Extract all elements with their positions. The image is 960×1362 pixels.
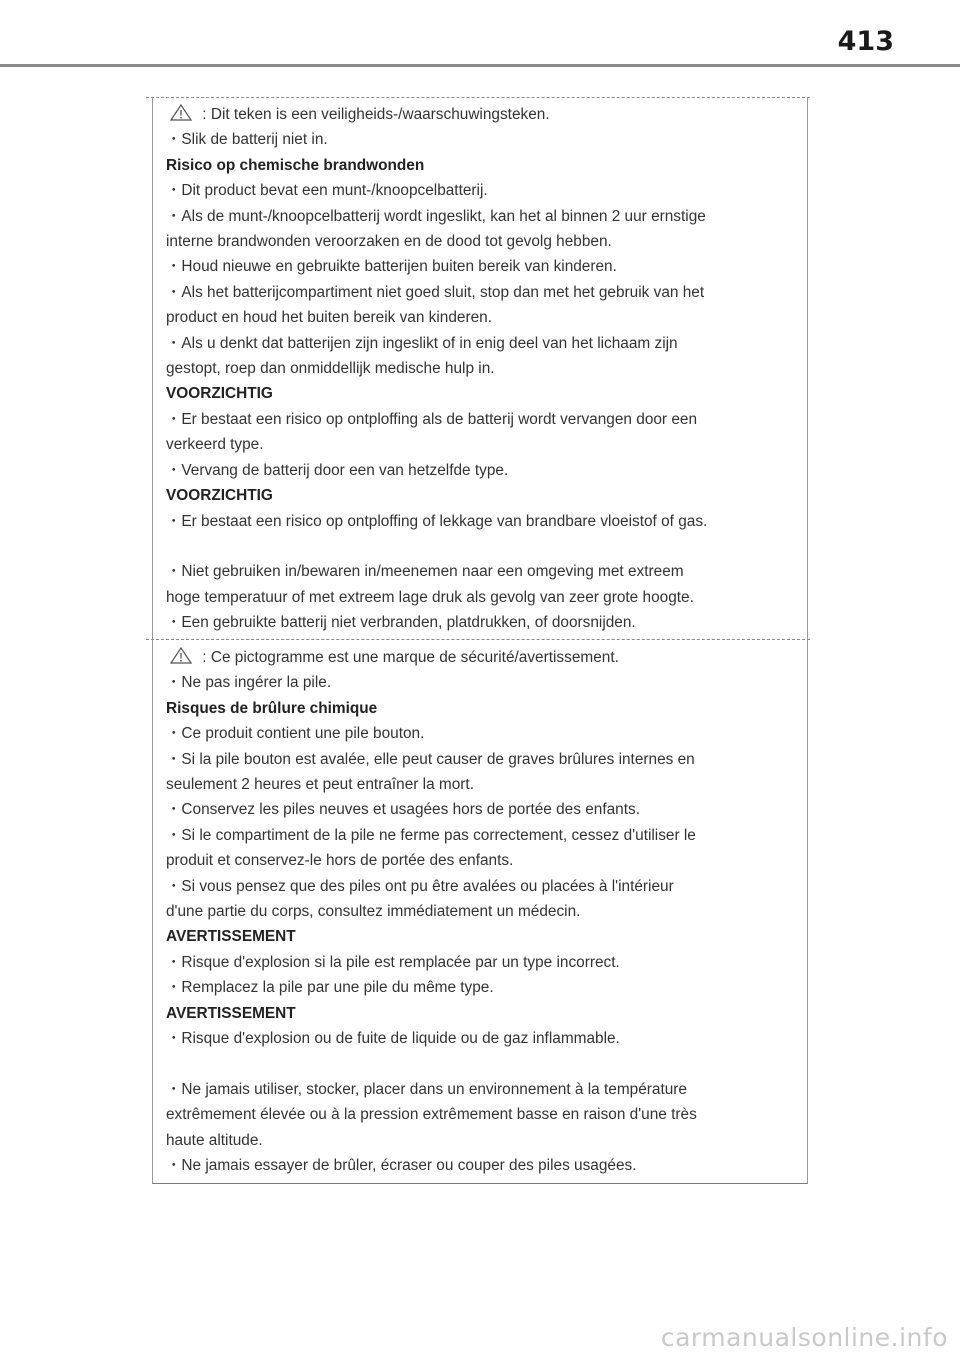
text-line: ・Ne pas ingérer la pile. xyxy=(166,674,332,692)
text-line: ・Als u denkt dat batterijen zijn ingeslikt of in enig deel van het lichaam zijn xyxy=(166,334,678,352)
text-line xyxy=(166,1052,786,1077)
text-line: verkeerd type. xyxy=(166,436,264,454)
text-line: product en houd het buiten bereik van kinderen. xyxy=(166,309,492,327)
text-line: ・Slik de batterij niet in. xyxy=(166,131,328,149)
dutch-intro-line xyxy=(166,102,786,127)
text-line xyxy=(166,534,786,559)
text-line: ・Si le compartiment de la pile ne ferme pas correctement, cessez d'utiliser le xyxy=(166,826,696,844)
text-line: ・Er bestaat een risico op ontploffing of lekkage van brandbare vloeistof of gas. xyxy=(166,512,708,530)
text-line: ・Ne jamais utiliser, stocker, placer dans un environnement à la température xyxy=(166,1080,687,1098)
watermark: carmanualsonline.info xyxy=(660,1323,948,1352)
dutch-warning-section xyxy=(166,102,786,636)
text-line: ・Er bestaat een risico op ontploffing als de batterij wordt vervangen door een xyxy=(166,410,698,428)
section-heading: VOORZICHTIG xyxy=(166,385,273,403)
text-line: ・Risque d'explosion ou de fuite de liquide ou de gaz inflammable. xyxy=(166,1030,620,1048)
text-line: ・Vervang de batterij door een van hetzelfde type. xyxy=(166,461,509,479)
text-line: ・Een gebruikte batterij niet verbranden, platdrukken, of doorsnijden. xyxy=(166,614,636,632)
frame-top-border xyxy=(146,97,810,98)
text-line: d'une partie du corps, consultez immédiatement un médecin. xyxy=(166,903,581,921)
french-intro-text: : Ce pictogramme est une marque de sécurité/avertissement. xyxy=(198,649,619,666)
dutch-lines xyxy=(166,127,786,635)
page-number: 413 xyxy=(837,26,894,57)
text-line: ・Risque d'explosion si la pile est remplacée par un type incorrect. xyxy=(166,953,620,971)
dutch-intro-text: : Dit teken is een veiligheids-/waarschuwingsteken. xyxy=(198,106,550,123)
section-heading: AVERTISSEMENT xyxy=(166,928,296,946)
french-intro-line xyxy=(166,645,786,670)
text-line: seulement 2 heures et peut entraîner la mort. xyxy=(166,776,474,794)
text-line: ・Niet gebruiken in/bewaren in/meenemen naar een omgeving met extreem xyxy=(166,563,684,581)
text-line: extrêmement élevée ou à la pression extrêmement basse en raison d'une très xyxy=(166,1106,697,1124)
text-line: ・Conservez les piles neuves et usagées hors de portée des enfants. xyxy=(166,801,640,819)
warning-triangle-icon xyxy=(170,104,192,121)
text-line: produit et conservez-le hors de portée des enfants. xyxy=(166,852,514,870)
text-line: ・Houd nieuwe en gebruikte batterijen buiten bereik van kinderen. xyxy=(166,258,617,276)
text-line: ・Ce produit contient une pile bouton. xyxy=(166,725,425,743)
text-line: hoge temperatuur of met extreem lage druk als gevolg van zeer grote hoogte. xyxy=(166,588,694,606)
text-line: ・Si vous pensez que des piles ont pu être avalées ou placées à l'intérieur xyxy=(166,877,674,895)
section-heading: Risico op chemische brandwonden xyxy=(166,156,425,174)
text-line: interne brandwonden veroorzaken en de dood tot gevolg hebben. xyxy=(166,233,612,251)
section-divider xyxy=(146,639,810,640)
french-lines xyxy=(166,670,786,1178)
text-line: ・Dit product bevat een munt-/knoopcelbatterij. xyxy=(166,182,488,200)
text-line: ・Remplacez la pile par une pile du même type. xyxy=(166,979,494,997)
text-line: ・Ne jamais essayer de brûler, écraser ou couper des piles usagées. xyxy=(166,1157,637,1175)
warning-triangle-icon xyxy=(170,647,192,664)
header-rule xyxy=(0,64,960,67)
text-line: haute altitude. xyxy=(166,1131,263,1149)
section-heading: AVERTISSEMENT xyxy=(166,1004,296,1022)
text-line: gestopt, roep dan onmiddellijk medische hulp in. xyxy=(166,360,495,378)
section-heading: VOORZICHTIG xyxy=(166,487,273,505)
text-line: ・Si la pile bouton est avalée, elle peut causer de graves brûlures internes en xyxy=(166,750,695,768)
text-line: ・Als het batterijcompartiment niet goed sluit, stop dan met het gebruik van het xyxy=(166,283,705,301)
section-heading: Risques de brûlure chimique xyxy=(166,699,378,717)
french-warning-section xyxy=(166,645,786,1179)
text-line: ・Als de munt-/knoopcelbatterij wordt ingeslikt, kan het al binnen 2 uur ernstige xyxy=(166,207,706,225)
